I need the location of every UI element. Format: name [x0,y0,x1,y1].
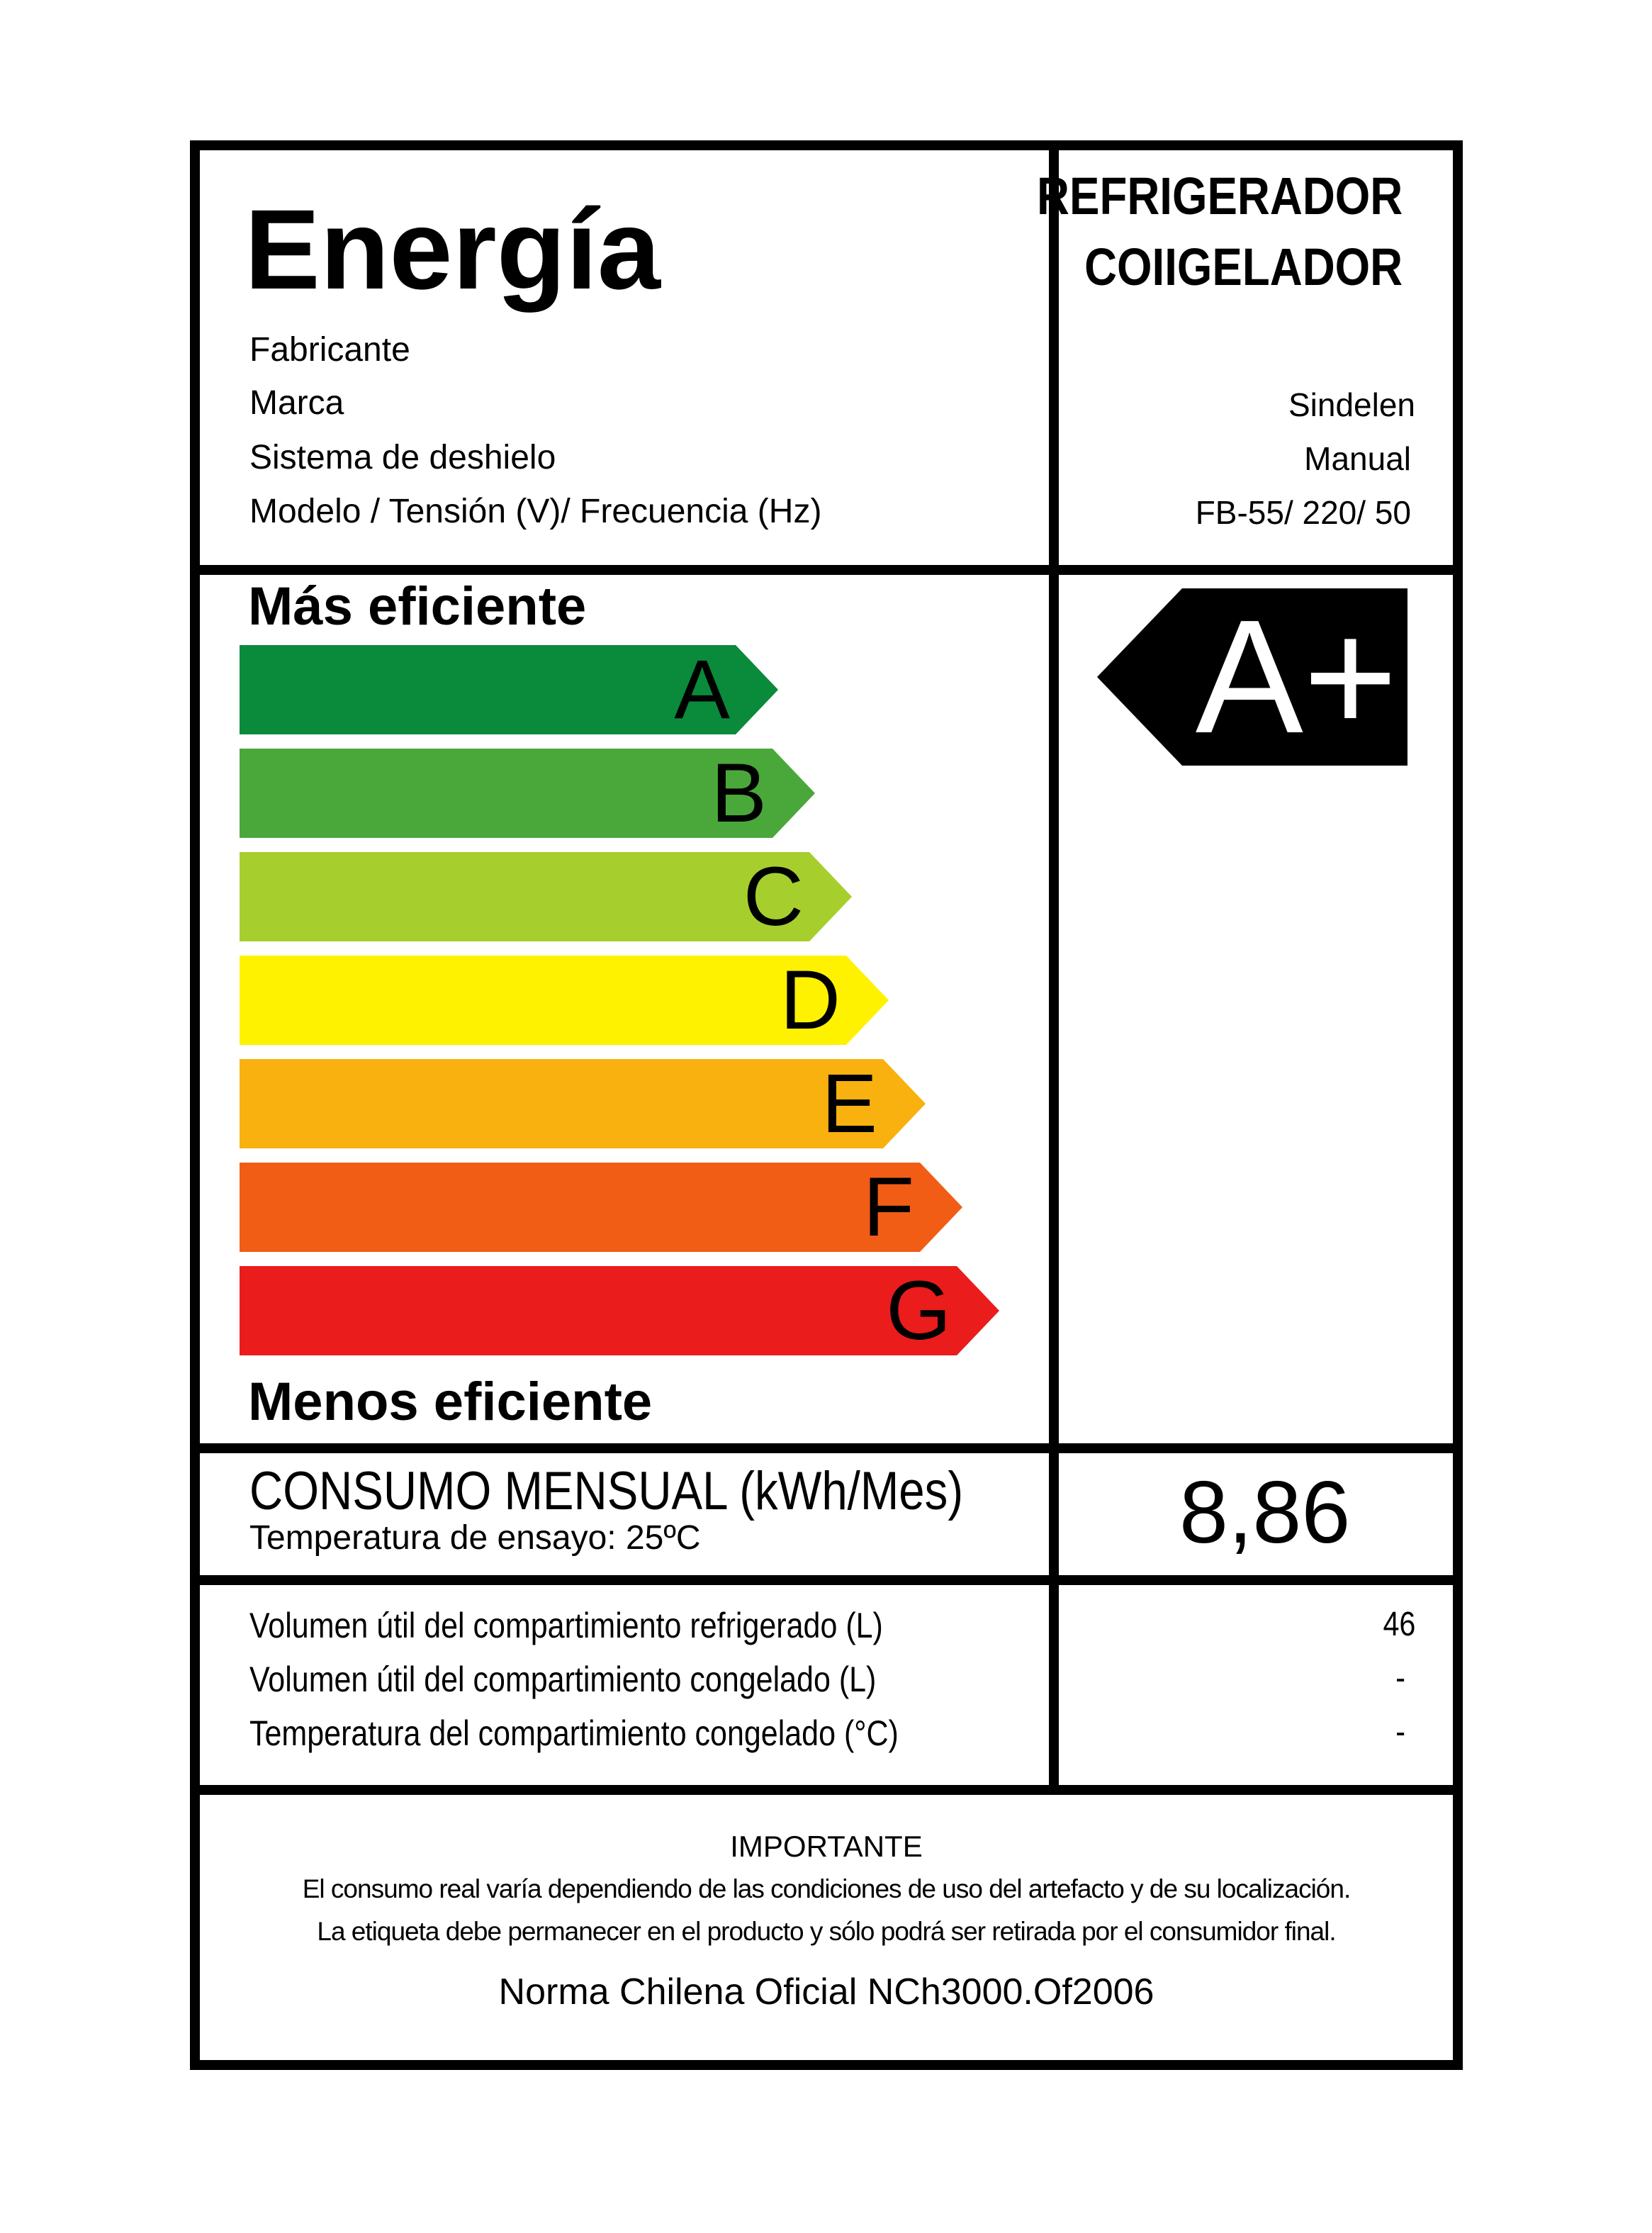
efficiency-bar-f [240,1160,962,1254]
efficiency-bar-e [240,1057,926,1151]
spec-label-model: Modelo / Tensión (V)/ Frecuencia (Hz) [249,493,822,530]
rating-indicator [1097,588,1407,766]
efficiency-bar-d [240,953,889,1047]
efficiency-bar-fill [240,1264,999,1358]
divider-volumes [200,1785,1453,1795]
efficiency-class-letter: G [886,1264,951,1358]
spec-label-defrost: Sistema de deshielo [249,439,556,476]
efficiency-bar-shape [240,1264,999,1358]
efficiency-class-letter: A [674,643,730,737]
temperature-label-frozen: Temperatura del compartimiento congelado (°C) [249,1713,899,1753]
standard-reference: Norma Chilena Oficial NCh3000.Of2006 [498,1971,1154,2013]
efficiency-bar-g [240,1264,999,1358]
least-efficient-label: Menos eficiente [248,1372,653,1432]
label-title: Energía [245,186,661,313]
most-efficient-label: Más eficiente [248,576,587,637]
efficiency-class-letter: B [711,746,767,840]
spec-label-manufacturer: Fabricante [249,331,410,369]
volume-value-frozen: - [1395,1660,1405,1697]
volume-label-refrigerated: Volumen útil del compartimiento refrigerado (L) [249,1606,883,1645]
efficiency-class-letter: E [821,1057,877,1151]
notice-line-1: El consumo real varía dependiendo de las condiciones de uso del artefacto y de su localización. [302,1874,1351,1903]
spec-value-model: FB-55/ 220/ 50 [1195,494,1411,531]
efficiency-class-letter: D [780,953,841,1047]
efficiency-bar-a [240,643,778,737]
volume-label-frozen: Volumen útil del compartimiento congelado (L) [249,1660,877,1699]
appliance-type-line1: REFRIGERADOR [1036,167,1403,225]
volume-value-refrigerated: 46 [1383,1606,1415,1643]
efficiency-bar-shape [240,1160,962,1254]
test-temperature: Temperatura de ensayo: 25ºC [249,1519,701,1557]
consumption-label: CONSUMO MENSUAL (kWh/Mes) [249,1461,964,1521]
spec-value-defrost: Manual [1304,440,1411,477]
efficiency-bar-fill [240,1160,962,1254]
efficiency-class-letter: F [862,1160,914,1254]
efficiency-bar-c [240,850,852,944]
efficiency-bar-b [240,746,815,840]
rating-value: A+ [1195,587,1398,767]
spec-value-brand: Sindelen [1288,386,1415,423]
temperature-value-frozen: - [1395,1713,1405,1751]
notice-heading: IMPORTANTE [730,1830,923,1863]
divider-scale [200,1443,1453,1453]
consumption-value: 8,86 [1179,1464,1351,1562]
spec-label-brand: Marca [249,384,344,422]
efficiency-class-letter: C [743,850,804,944]
divider-header [200,565,1453,575]
appliance-type-line2: COIIGELADOR [1084,237,1403,296]
divider-vertical [1049,150,1059,1785]
divider-consumption [200,1575,1453,1585]
notice-line-2: La etiqueta debe permanecer en el producto y sólo podrá ser retirada por el consumidor final. [317,1917,1336,1946]
